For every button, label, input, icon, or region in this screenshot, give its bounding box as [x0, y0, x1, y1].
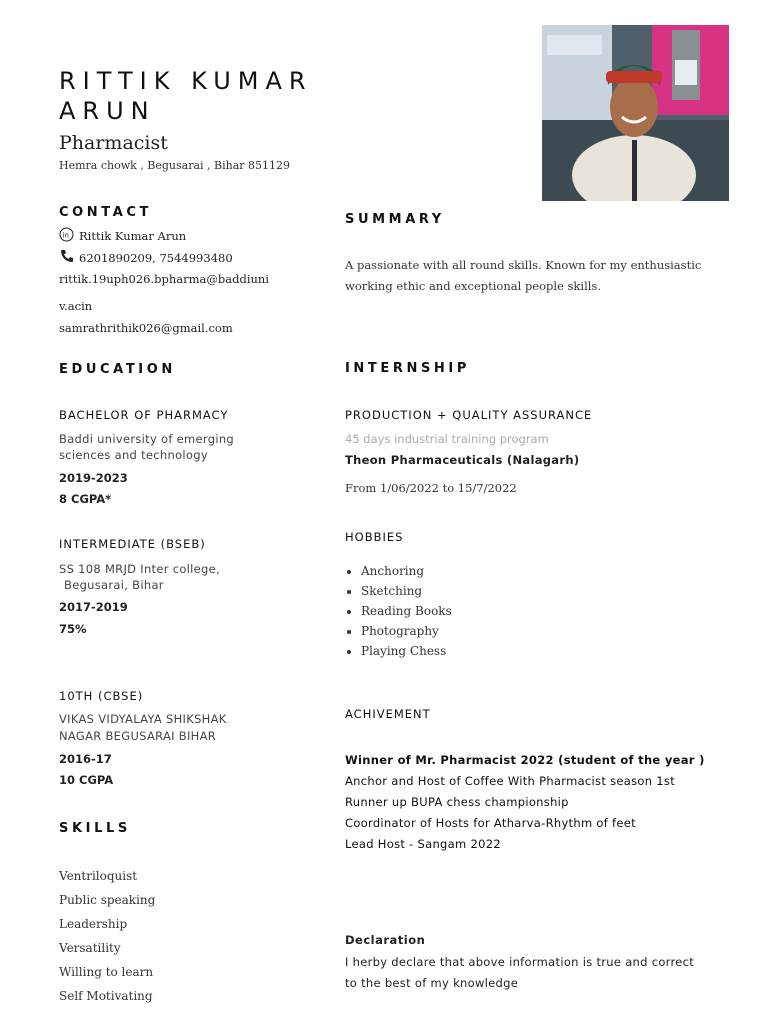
skill-item: Self Motivating [59, 989, 153, 1003]
summary-heading: SUMMARY [345, 212, 445, 227]
education-institute-line2: Begusarai, Bihar [64, 578, 164, 592]
education-institute-line1: SS 108 MRJD Inter college, [59, 562, 220, 576]
internship-company: Theon Pharmaceuticals (Nalagarh) [345, 453, 580, 467]
achievement-heading: ACHIVEMENT [345, 707, 431, 721]
skill-item: Leadership [59, 917, 128, 931]
contact-heading: CONTACT [59, 205, 152, 220]
hobbies-heading: HOBBIES [345, 530, 404, 544]
education-institute-line2: NAGAR BEGUSARAI BIHAR [59, 729, 217, 743]
achievement-item: Lead Host - Sangam 2022 [345, 837, 501, 851]
phone-line [59, 249, 233, 266]
phone-icon [59, 249, 74, 266]
svg-text:in: in [62, 231, 69, 240]
hobby-item: • Sketching [361, 581, 452, 601]
hobby-item: • Photography [361, 621, 452, 641]
education-institute-line2: sciences and technology [59, 448, 208, 462]
internship-program: 45 days industrial training program [345, 432, 549, 446]
job-title: Pharmacist [59, 132, 168, 154]
email-secondary[interactable]: samrathrithik026@gmail.com [59, 321, 233, 335]
education-score: 75% [59, 622, 87, 636]
skill-item: Versatility [59, 941, 121, 955]
achievement-item: Coordinator of Hosts for Atharva-Rhythm of feet [345, 816, 636, 830]
internship-title: PRODUCTION + QUALITY ASSURANCE [345, 408, 593, 422]
hobbies-list [345, 561, 452, 661]
skills-heading: SKILLS [59, 821, 131, 836]
hobby-item: • Playing Chess [361, 641, 452, 661]
education-years: 2019-2023 [59, 471, 128, 485]
linkedin-icon [59, 227, 74, 245]
email-primary-line2[interactable]: v.acin [59, 299, 93, 313]
declaration-heading: Declaration [345, 933, 426, 947]
linkedin-line[interactable] [59, 227, 186, 245]
internship-heading: INTERNSHIP [345, 361, 470, 376]
skill-item: Ventriloquist [59, 869, 138, 883]
declaration-line1: I herby declare that above information is true and correct [345, 955, 695, 969]
skills-list [59, 864, 155, 1008]
declaration-line2: to the best of my knowledge [345, 976, 519, 990]
linkedin-name: Rittik Kumar Arun [79, 229, 187, 243]
email-primary-line1[interactable]: rittik.19uph026.bpharma@baddiuni [59, 272, 269, 286]
hobby-item: • Anchoring [361, 561, 452, 581]
hobby-item: • Reading Books [361, 601, 452, 621]
skill-item: Willing to learn [59, 965, 154, 979]
education-years: 2016-17 [59, 752, 112, 766]
education-degree: 10TH (CBSE) [59, 689, 144, 703]
profile-photo [542, 25, 729, 201]
summary-text-line2: working ethic and exceptional people skills. [345, 279, 601, 293]
education-institute-line1: Baddi university of emerging [59, 432, 235, 446]
address: Hemra chowk , Begusarai , Bihar 851129 [59, 159, 291, 172]
education-degree: INTERMEDIATE (BSEB) [59, 537, 206, 551]
achievement-list [345, 750, 705, 855]
skill-item: Public speaking [59, 893, 156, 907]
summary-text-line1: A passionate with all round skills. Known for my enthusiastic [345, 258, 702, 272]
education-heading: EDUCATION [59, 362, 176, 377]
achievement-item: Runner up BUPA chess championship [345, 795, 569, 809]
education-score: 10 CGPA [59, 773, 114, 787]
education-years: 2017-2019 [59, 600, 128, 614]
phone-numbers: 6201890209, 7544993480 [79, 250, 233, 265]
education-institute-line1: VIKAS VIDYALAYA SHIKSHAK [59, 712, 227, 726]
internship-dates: From 1/06/2022 to 15/7/2022 [345, 481, 517, 495]
education-degree: BACHELOR OF PHARMACY [59, 408, 229, 422]
candidate-name: RITTIK KUMAR ARUN [59, 67, 313, 125]
achievement-item: Winner of Mr. Pharmacist 2022 (student of the year ) [345, 753, 705, 767]
education-score: 8 CGPA* [59, 492, 112, 506]
achievement-item: Anchor and Host of Coffee With Pharmacist season 1st [345, 774, 676, 788]
